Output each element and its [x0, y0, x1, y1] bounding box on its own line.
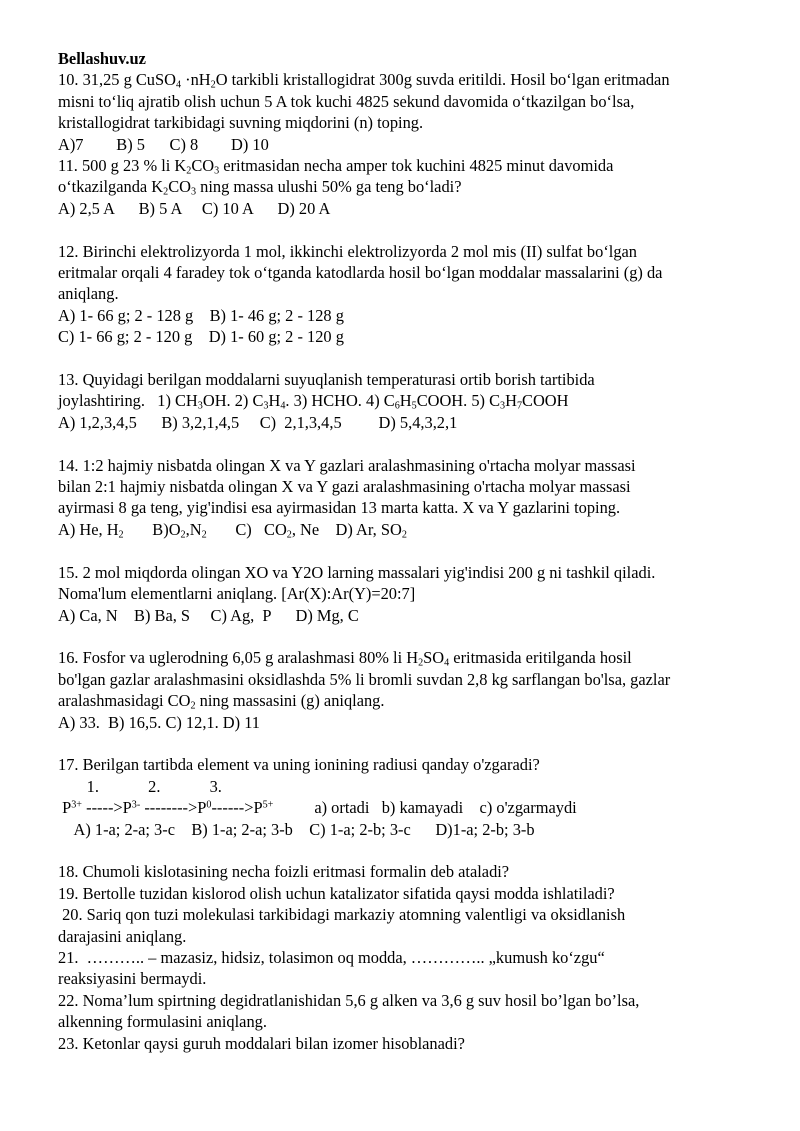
superscript: 3- — [131, 799, 141, 811]
text-segment: 14. 1:2 hajmiy nisbatda olingan X va Y gazlari aralashmasining o'rtacha molyar massasi — [58, 455, 636, 475]
text-line — [58, 819, 764, 840]
subscript: 2 — [180, 529, 186, 541]
text-segment: A) 1,2,3,4,5 B) 3,2,1,4,5 C) 2,1,3,4,5 D) 5,4,3,2,1 — [58, 412, 458, 432]
text-segment: o‘tkazilganda K — [58, 177, 164, 197]
text-line — [58, 754, 764, 775]
text-segment: bo'lgan gazlar aralashmasini oksidlashda 5% li bromli suvdan 2,8 kg sarflangan bo'lsa, gazlar — [58, 669, 671, 689]
subscript: 2 — [286, 529, 292, 541]
text-segment: A) 1-a; 2-a; 3-c B) 1-a; 2-a; 3-b C) 1-a; 2-b; 3-c D)1-a; 2-b; 3-b — [58, 819, 535, 839]
text-line — [58, 947, 764, 968]
text-segment: OH. 2) C — [202, 391, 264, 411]
text-line — [58, 519, 764, 540]
text-segment: 20. Sariq qon tuzi molekulasi tarkibidagi markaziy atomning valentligi va oksidlanish — [58, 905, 626, 925]
text-segment: eritmalar orqali 4 faradey tok o‘tganda katodlarda hosil bo‘lgan moddalar massalarini (g) da — [58, 263, 663, 283]
text-segment: alkenning formulasini aniqlang. — [58, 1012, 267, 1032]
blank-line — [58, 840, 764, 861]
subscript: 7 — [516, 401, 523, 412]
text-segment: darajasini aniqlang. — [58, 926, 187, 946]
text-line — [58, 583, 764, 604]
text-segment: a) ortadi b) kamayadi c) o'zgarmaydi — [273, 798, 577, 818]
subscript: 2 — [186, 165, 192, 177]
subscript: 2 — [418, 657, 424, 669]
subscript: 2 — [210, 79, 216, 91]
blank-line — [58, 348, 764, 369]
text-line — [58, 369, 764, 390]
text-segment: 19. Bertolle tuzidan kislorod olish uchun katalizator sifatida qaysi modda ishlatiladi? — [58, 883, 615, 903]
text-line — [58, 776, 764, 797]
document-body — [58, 69, 764, 1054]
text-segment: eritmasidan necha amper tok kuchini 4825 minut davomida — [219, 156, 614, 176]
text-segment: A) 33. B) 16,5. C) 12,1. D) 11 — [58, 712, 260, 732]
blank-line — [58, 733, 764, 754]
text-segment: joylashtiring. 1) CH — [58, 391, 198, 411]
blank-line — [58, 433, 764, 454]
text-line — [58, 883, 764, 904]
text-segment: . 3) HCHO. 4) C — [285, 391, 395, 411]
text-segment: SO — [423, 648, 445, 668]
text-segment: aniqlang. — [58, 284, 119, 304]
subscript: 4 — [280, 401, 286, 412]
text-segment: A) 2,5 A B) 5 A C) 10 A D) 20 A — [58, 198, 331, 218]
text-segment: , Ne D) Ar, SO — [291, 519, 402, 539]
text-segment: misni to‘liq ajratib olish uchun 5 A tok kuchi 4825 sekund davomida o‘tkazilgan bo‘lsa, — [58, 91, 635, 111]
subscript: 3 — [263, 401, 269, 412]
blank-line — [58, 219, 764, 240]
subscript: 2 — [401, 529, 407, 541]
text-segment: 10. 31,25 g CuSO — [58, 70, 176, 90]
text-segment: ·nH — [181, 70, 211, 90]
text-line — [58, 968, 764, 989]
text-segment: A) Ca, N B) Ba, S C) Ag, P D) Mg, C — [58, 605, 359, 625]
text-line — [58, 91, 764, 112]
site-header: Bellashuv.uz — [58, 49, 146, 68]
text-segment: 22. Noma’lum spirtning degidratlanishidan 5,6 g alken va 3,6 g suv hosil bo’lgan bo’lsa, — [58, 990, 640, 1010]
subscript: 2 — [201, 529, 207, 541]
text-segment: -------->P — [140, 798, 207, 818]
text-line — [58, 134, 764, 155]
text-segment: COOH — [522, 391, 569, 411]
text-segment: 11. 500 g 23 % li K — [58, 156, 187, 176]
text-segment: C) 1- 66 g; 2 - 120 g D) 1- 60 g; 2 - 120 g — [58, 327, 344, 347]
text-line — [58, 690, 764, 711]
text-segment: kristallogidrat tarkibidagi suvning miqdorini (n) toping. — [58, 113, 424, 133]
text-segment: 12. Birinchi elektrolizyorda 1 mol, ikkinchi elektrolizyorda 2 mol mis (II) sulfat bo‘lgan — [58, 241, 637, 261]
text-segment: ayirmasi 8 ga teng, yig'indisi esa ayirmasidan 13 marta katta. X va Y gazlarini toping. — [58, 498, 621, 518]
superscript: 3+ — [71, 799, 83, 811]
text-segment: H — [505, 391, 517, 411]
superscript: 0 — [206, 799, 212, 811]
text-segment: 17. Berilgan tartibda element va uning ionining radiusi qanday o'zgaradi? — [58, 755, 540, 775]
subscript: 2 — [163, 186, 169, 198]
text-line — [58, 390, 764, 411]
subscript: 2 — [118, 529, 124, 541]
blank-line — [58, 540, 764, 561]
blank-line — [58, 626, 764, 647]
text-segment: 23. Ketonlar qaysi guruh moddalari bilan izomer hisoblanadi? — [58, 1033, 465, 1053]
text-line — [58, 797, 764, 818]
text-segment: COOH. 5) C — [416, 391, 501, 411]
text-segment: CO — [191, 156, 215, 176]
text-line — [58, 326, 764, 347]
text-line — [58, 926, 764, 947]
text-segment: B)O — [123, 519, 181, 539]
subscript: 4 — [444, 657, 450, 669]
text-segment: Noma'lum elementlarni aniqlang. [Ar(X):Ar(Y)=20:7] — [58, 584, 416, 604]
text-line — [58, 647, 764, 668]
text-line — [58, 1011, 764, 1032]
text-segment: 18. Chumoli kislotasining necha foizli eritmasi formalin deb ataladi? — [58, 862, 510, 882]
text-segment: P — [58, 798, 72, 818]
subscript: 3 — [214, 165, 220, 177]
text-segment: eritmasida eritilganda hosil — [449, 648, 632, 668]
text-segment: 1. 2. 3. — [58, 776, 222, 796]
text-segment: ,N — [185, 519, 202, 539]
text-line — [58, 412, 764, 433]
text-segment: ning massa ulushi 50% ga teng bo‘ladi? — [196, 177, 462, 197]
text-line — [58, 155, 764, 176]
text-line — [58, 669, 764, 690]
text-line — [58, 861, 764, 882]
text-segment: 16. Fosfor va uglerodning 6,05 g aralashmasi 80% li H — [58, 648, 419, 668]
text-segment: A)7 B) 5 C) 8 D) 10 — [58, 134, 269, 154]
text-line — [58, 904, 764, 925]
text-line — [58, 605, 764, 626]
text-line — [58, 1033, 764, 1054]
text-line — [58, 305, 764, 326]
text-segment: O tarkibli kristallogidrat 300g suvda eritildi. Hosil bo‘lgan eritmadan — [215, 70, 670, 90]
text-segment: A) He, H — [58, 519, 119, 539]
text-segment: CO — [168, 177, 191, 197]
text-segment: ------>P — [211, 798, 263, 818]
superscript: 5+ — [262, 799, 274, 811]
text-segment: reaksiyasini bermaydi. — [58, 969, 207, 989]
text-line — [58, 241, 764, 262]
text-line — [58, 497, 764, 518]
subscript: 3 — [191, 186, 197, 198]
text-line — [58, 455, 764, 476]
subscript: 3 — [500, 401, 506, 412]
subscript: 2 — [190, 700, 196, 712]
text-segment: ning massasini (g) aniqlang. — [195, 691, 385, 711]
text-segment: bilan 2:1 hajmiy nisbatda olingan X va Y gazi aralashmasining o'rtacha molyar massasi — [58, 477, 631, 497]
text-segment: aralashmasidagi CO — [58, 691, 191, 711]
text-segment: C) CO — [206, 519, 287, 539]
text-segment: H — [268, 391, 281, 411]
text-line — [58, 283, 764, 304]
text-line — [58, 990, 764, 1011]
text-line — [58, 198, 764, 219]
text-segment: 13. Quyidagi berilgan moddalarni suyuqlanish temperaturasi ortib borish tartibida — [58, 370, 595, 390]
subscript: 3 — [197, 401, 203, 412]
text-line — [58, 176, 764, 197]
text-line — [58, 476, 764, 497]
text-line — [58, 562, 764, 583]
text-segment: A) 1- 66 g; 2 - 128 g B) 1- 46 g; 2 - 128 g — [58, 305, 344, 325]
subscript: 4 — [175, 79, 182, 91]
text-segment: 15. 2 mol miqdorda olingan XO va Y2O larning massalari yig'indisi 200 g ni tashkil qiladi. — [58, 562, 656, 582]
text-line — [58, 112, 764, 133]
text-line — [58, 712, 764, 733]
text-segment: ----->P — [82, 798, 132, 818]
subscript: 6 — [394, 401, 400, 412]
text-line — [58, 262, 764, 283]
text-segment: H — [399, 391, 412, 411]
text-line — [58, 69, 764, 90]
subscript: 5 — [411, 401, 417, 412]
text-segment: 21. ……….. – mazasiz, hidsiz, tolasimon oq modda, ………….. „kumush ko‘zgu“ — [58, 947, 605, 967]
